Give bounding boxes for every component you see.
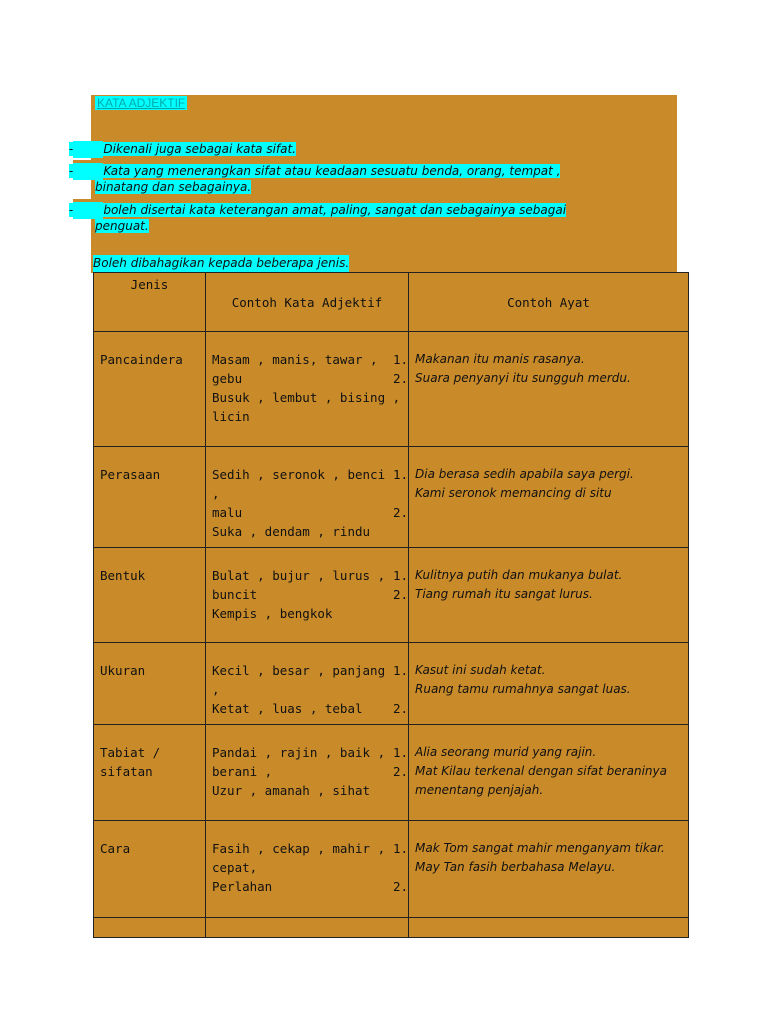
item-number: 2. xyxy=(392,371,408,386)
example-sentence: Kasut ini sudah ketat. xyxy=(415,663,546,677)
header-contoh-kata: Contoh Kata Adjektif xyxy=(206,273,409,332)
example-sentence: Suara penyanyi itu sungguh merdu. xyxy=(415,371,631,385)
bullet-3-continuation: penguat. xyxy=(95,219,149,233)
contoh-text: Busuk , lembut , bising , xyxy=(212,390,401,405)
contoh-line xyxy=(212,388,408,407)
bullet-marker: - xyxy=(69,142,74,156)
jenis-cell: Ukuran xyxy=(94,643,206,725)
contoh-text: buncit xyxy=(212,587,258,602)
example-sentence: Makanan itu manis rasanya. xyxy=(415,352,585,366)
contoh-kata-cell xyxy=(206,821,409,918)
bullet-marker: - xyxy=(69,164,74,178)
item-number: 2. xyxy=(392,701,408,716)
contoh-text: Masam , manis, tawar , xyxy=(212,352,378,367)
contoh-text: malu xyxy=(212,505,243,520)
contoh-line xyxy=(212,465,408,503)
item-number: 2. xyxy=(392,587,408,602)
table-header-row xyxy=(94,273,689,332)
contoh-line xyxy=(212,369,408,388)
table-row xyxy=(94,332,689,447)
example-sentence: Ruang tamu rumahnya sangat luas. xyxy=(415,682,631,696)
item-number: 2. xyxy=(392,764,408,779)
item-number: 1. xyxy=(392,352,408,367)
empty-cell xyxy=(94,918,206,938)
contoh-ayat-cell xyxy=(409,725,689,821)
jenis-cell: Bentuk xyxy=(94,548,206,643)
empty-cell xyxy=(206,918,409,938)
example-sentence: Dia berasa sedih apabila saya pergi. xyxy=(415,467,634,481)
contoh-text: Sedih , seronok , benci , xyxy=(212,467,386,501)
contoh-line xyxy=(212,781,408,800)
example-sentence: Alia seorang murid yang rajin. xyxy=(415,745,597,759)
contoh-line xyxy=(212,661,408,699)
contoh-text: Ketat , luas , tebal xyxy=(212,701,363,716)
table-empty-row xyxy=(94,918,689,938)
contoh-line xyxy=(212,699,408,718)
intro-text: Boleh dibahagikan kepada beberapa jenis. xyxy=(93,256,350,270)
contoh-text: cepat, xyxy=(212,860,258,875)
contoh-text: Suka , dendam , rindu xyxy=(212,524,371,539)
item-number: 1. xyxy=(392,467,408,482)
contoh-ayat-cell xyxy=(409,332,689,447)
contoh-line xyxy=(212,522,408,541)
item-number: 1. xyxy=(392,745,408,760)
example-sentence: Mak Tom sangat mahir menganyam tikar. xyxy=(415,841,665,855)
contoh-text: Perlahan xyxy=(212,879,273,894)
bullet-text: Dikenali juga sebagai kata sifat. xyxy=(103,142,296,156)
contoh-text: gebu xyxy=(212,371,243,386)
contoh-text: Pandai , rajin , baik , xyxy=(212,745,386,760)
table-row xyxy=(94,447,689,548)
bullet-text: Kata yang menerangkan sifat atau keadaan sesuatu benda, orang, tempat , xyxy=(103,164,561,178)
contoh-kata-cell xyxy=(206,643,409,725)
contoh-text: Kecil , besar , panjang , xyxy=(212,663,386,697)
contoh-text: licin xyxy=(212,409,250,424)
contoh-ayat-cell xyxy=(409,447,689,548)
jenis-cell: Cara xyxy=(94,821,206,918)
contoh-line xyxy=(212,858,408,877)
bullet-marker: - xyxy=(69,203,74,217)
bullet-2 xyxy=(69,160,560,177)
contoh-line xyxy=(212,877,408,896)
contoh-kata-cell xyxy=(206,725,409,821)
item-number: 1. xyxy=(392,663,408,678)
bullet-text: boleh disertai kata keterangan amat, paling, sangat dan sebagainya sebagai xyxy=(103,203,567,217)
contoh-line xyxy=(212,585,408,604)
contoh-ayat-cell xyxy=(409,821,689,918)
contoh-text: Bulat , bujur , lurus , xyxy=(212,568,386,583)
document-title[interactable]: KATA ADJEKTIF xyxy=(97,96,186,110)
item-number: 2. xyxy=(392,505,408,520)
contoh-line xyxy=(212,743,408,762)
contoh-kata-cell xyxy=(206,548,409,643)
bullet-2-continuation: binatang dan sebagainya. xyxy=(95,180,252,194)
contoh-kata-cell xyxy=(206,332,409,447)
contoh-line xyxy=(212,503,408,522)
header-contoh-ayat: Contoh Ayat xyxy=(409,273,689,332)
table-row xyxy=(94,821,689,918)
example-sentence: Kulitnya putih dan mukanya bulat. xyxy=(415,568,623,582)
contoh-kata-cell xyxy=(206,447,409,548)
example-sentence: Kami seronok memancing di situ xyxy=(415,486,612,500)
item-number: 2. xyxy=(392,879,408,894)
jenis-cell: Perasaan xyxy=(94,447,206,548)
table-row xyxy=(94,725,689,821)
table-row xyxy=(94,548,689,643)
example-sentence: May Tan fasih berbahasa Melayu. xyxy=(415,860,616,874)
contoh-text: Uzur , amanah , sihat xyxy=(212,783,371,798)
header-jenis: Jenis xyxy=(94,273,206,332)
contoh-text: Fasih , cekap , mahir , xyxy=(212,841,386,856)
example-sentence: Mat Kilau terkenal dengan sifat beraninya menentang penjajah. xyxy=(415,764,667,797)
contoh-ayat-cell xyxy=(409,643,689,725)
contoh-line xyxy=(212,839,408,858)
bullet-3 xyxy=(69,199,566,216)
contoh-text: Kempis , bengkok xyxy=(212,606,333,621)
item-number: 1. xyxy=(392,568,408,583)
example-sentence: Tiang rumah itu sangat lurus. xyxy=(415,587,593,601)
item-number: 1. xyxy=(392,841,408,856)
jenis-cell: Pancaindera xyxy=(94,332,206,447)
table-row xyxy=(94,643,689,725)
contoh-ayat-cell xyxy=(409,548,689,643)
contoh-text: berani , xyxy=(212,764,273,779)
jenis-cell: Tabiat / sifatan xyxy=(94,725,206,821)
empty-cell xyxy=(409,918,689,938)
contoh-line xyxy=(212,604,408,623)
bullet-1 xyxy=(69,141,296,158)
adjective-table xyxy=(93,272,689,938)
contoh-line xyxy=(212,407,408,426)
contoh-line xyxy=(212,762,408,781)
contoh-line xyxy=(212,350,408,369)
contoh-line xyxy=(212,566,408,585)
